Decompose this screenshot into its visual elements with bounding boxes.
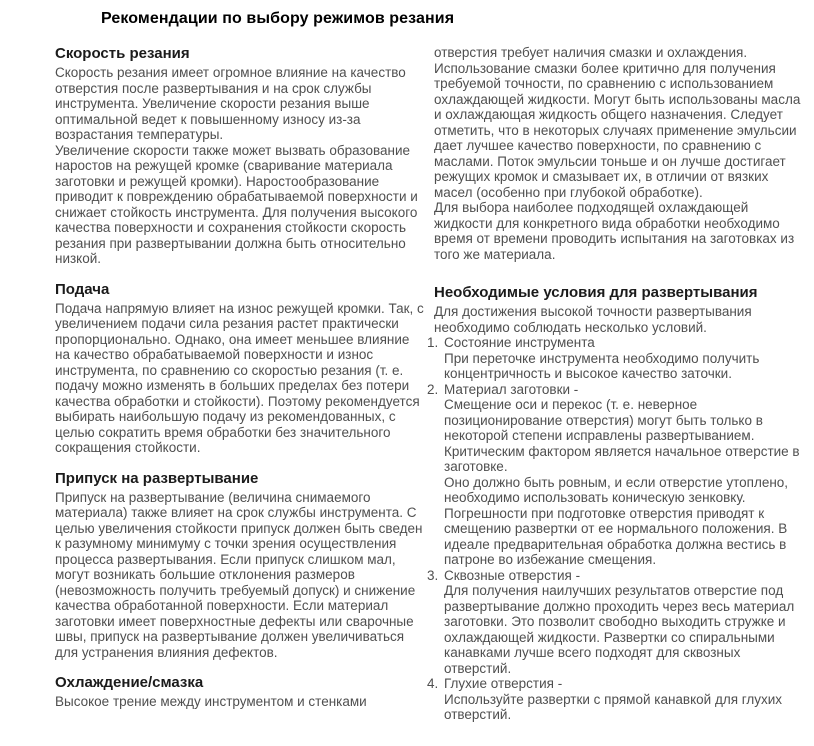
section-feed-heading: Подача <box>55 280 110 298</box>
section-reaming-conditions <box>427 284 805 723</box>
paragraph: Подача напрямую влияет на износ режущей кромки. Так, с увеличением подачи сила резания растет практически пропорционально. Однако, она имеет меньшее влияние на качество обрабатываемой поверхности и износ инструмента, по сравнению со скоростью резания (т. е. подачу можно изменять в больших пределах без потери качества обработки и стойкости). Поэтому рекомендуется выбирать наибольшую подачу из рекомендованных, с целью сократить время обработки без значительного сокращения стойкости. <box>55 300 424 455</box>
list-item-title: Материал заготовки - <box>444 381 579 397</box>
list-item-title: Сквозные отверстия - <box>444 567 581 583</box>
paragraph: Используйте развертки с прямой канавкой для глухих отверстий. <box>444 691 783 722</box>
document-page <box>0 10 814 746</box>
section-reaming-conditions-heading: Необходимые условия для развертывания <box>434 284 758 301</box>
paragraph: отверстия требует наличия смазки и охлаждения. Использование смазки более критично для получения требуемой точности, по сравнению с использованием охлаждающей жидкости. Могут быть использованы масла и охлаждающая жидкость общего назначения. Следует отметить, что в некоторых случаях применение эмульсии дает лучшее качество поверхности, по сравнению с маслами. Поток эмульсии тоньше и он лучше достигает режущих кромок и смазывает их, в отличии от вязких масел (особенно при глубокой обработке). <box>434 45 801 200</box>
section-reaming-allowance <box>55 470 426 661</box>
list-item-number: 3. <box>427 567 439 583</box>
page-title: Рекомендации по выбору режимов резания <box>101 10 455 27</box>
paragraph: При переточке инструмента необходимо получить концентричность и высокое качество заточки. <box>444 350 760 381</box>
list-item-body <box>444 568 805 677</box>
paragraph: Для получения наилучших результатов отверстие под развертывание должно проходить через весь материал заготовки. Это позволит свободно выходить стружке и охлаждающей жидкости. Развертки со спиральными канавками лучше всего подходят для сквозных отверстий. <box>444 583 795 676</box>
list-item-title: Состояние инструмента <box>444 335 595 350</box>
section-intro: Для достижения высокой точности развертывания необходимо соблюдать несколько условий. <box>434 304 752 335</box>
paragraph: Припуск на развертывание (величина снимаемого материала) также влияет на срок службы инструмента. С целью увеличения стойкости припуск должен быть сведен к разумному минимуму с точки зрения осуществления процесса развертывания. Если припуск слишком мал, могут возникать большие отклонения размеров (невозможность получить требуемый допуск) и снижение качества обработанной поверхности. Если материал заготовки имеет поверхностные дефекты или сварочные швы, припуск на развертывание должен увеличиваться для устранения влияния дефектов. <box>55 489 423 660</box>
two-column-layout <box>0 45 814 723</box>
list-item-title: Глухие отверстия - <box>444 676 563 691</box>
left-column <box>55 45 426 723</box>
condition-item-blind-holes <box>427 676 805 723</box>
paragraph: Увеличение скорости также может вызвать образование наростов на режущей кромке (сваривание материала заготовки и режущей кромки). Наростообразование приводит к повреждению обрабатываемой поверхности и снижает стойкость инструмента. Для получения высокого качества поверхности и сохранения стойкости скорость резания при развертывании должна быть относительно низкой. <box>55 142 418 266</box>
condition-item-workpiece-material <box>427 382 805 568</box>
section-cooling-lubrication <box>55 674 426 710</box>
list-item-body <box>444 382 805 568</box>
section-cutting-speed <box>55 45 426 267</box>
paragraph: Оно должно быть ровным, и если отверстие утоплено, необходимо использовать коническую зенковку. Погрешности при подготовке отверстия приводят к смещению развертки от ее нормального положения. В идеале предварительная обработка должна вестись в патроне во избежание смещения. <box>444 474 789 567</box>
list-item-number: 2. <box>427 381 439 397</box>
list-item-number: 1. <box>427 335 439 350</box>
paragraph: Для выбора наиболее подходящей охлаждающей жидкости для конкретного вида обработки необходимо время от времени проводить испытания на заготовках из того же материала. <box>434 200 795 262</box>
section-cutting-speed-heading: Скорость резания <box>55 45 190 62</box>
paragraph: Смещение оси и перекос (т. е. неверное позиционирование отверстия) могут быть только в некоторой степени исправлены развертыванием. Критическим фактором является начальное отверстие в заготовке. <box>444 397 800 474</box>
section-cooling-lubrication-heading: Охлаждение/смазка <box>55 674 204 691</box>
conditions-list <box>427 335 805 723</box>
condition-item-tool-state <box>427 335 805 382</box>
paragraph: Скорость резания имеет огромное влияние на качество отверстия после развертывания и на срок службы инструмента. Увеличение скорости резания выше оптимальной ведет к повышенному износу из-за возрастания температуры. <box>55 65 406 142</box>
paragraph: Высокое трение между инструментом и стенками <box>55 694 367 709</box>
section-feed <box>55 281 426 456</box>
condition-item-through-holes <box>427 568 805 677</box>
list-item-body <box>444 676 805 723</box>
list-item-body <box>444 335 805 382</box>
section-reaming-allowance-heading: Припуск на развертывание <box>55 469 259 487</box>
list-item-number: 4. <box>427 676 439 691</box>
right-column <box>427 45 805 723</box>
